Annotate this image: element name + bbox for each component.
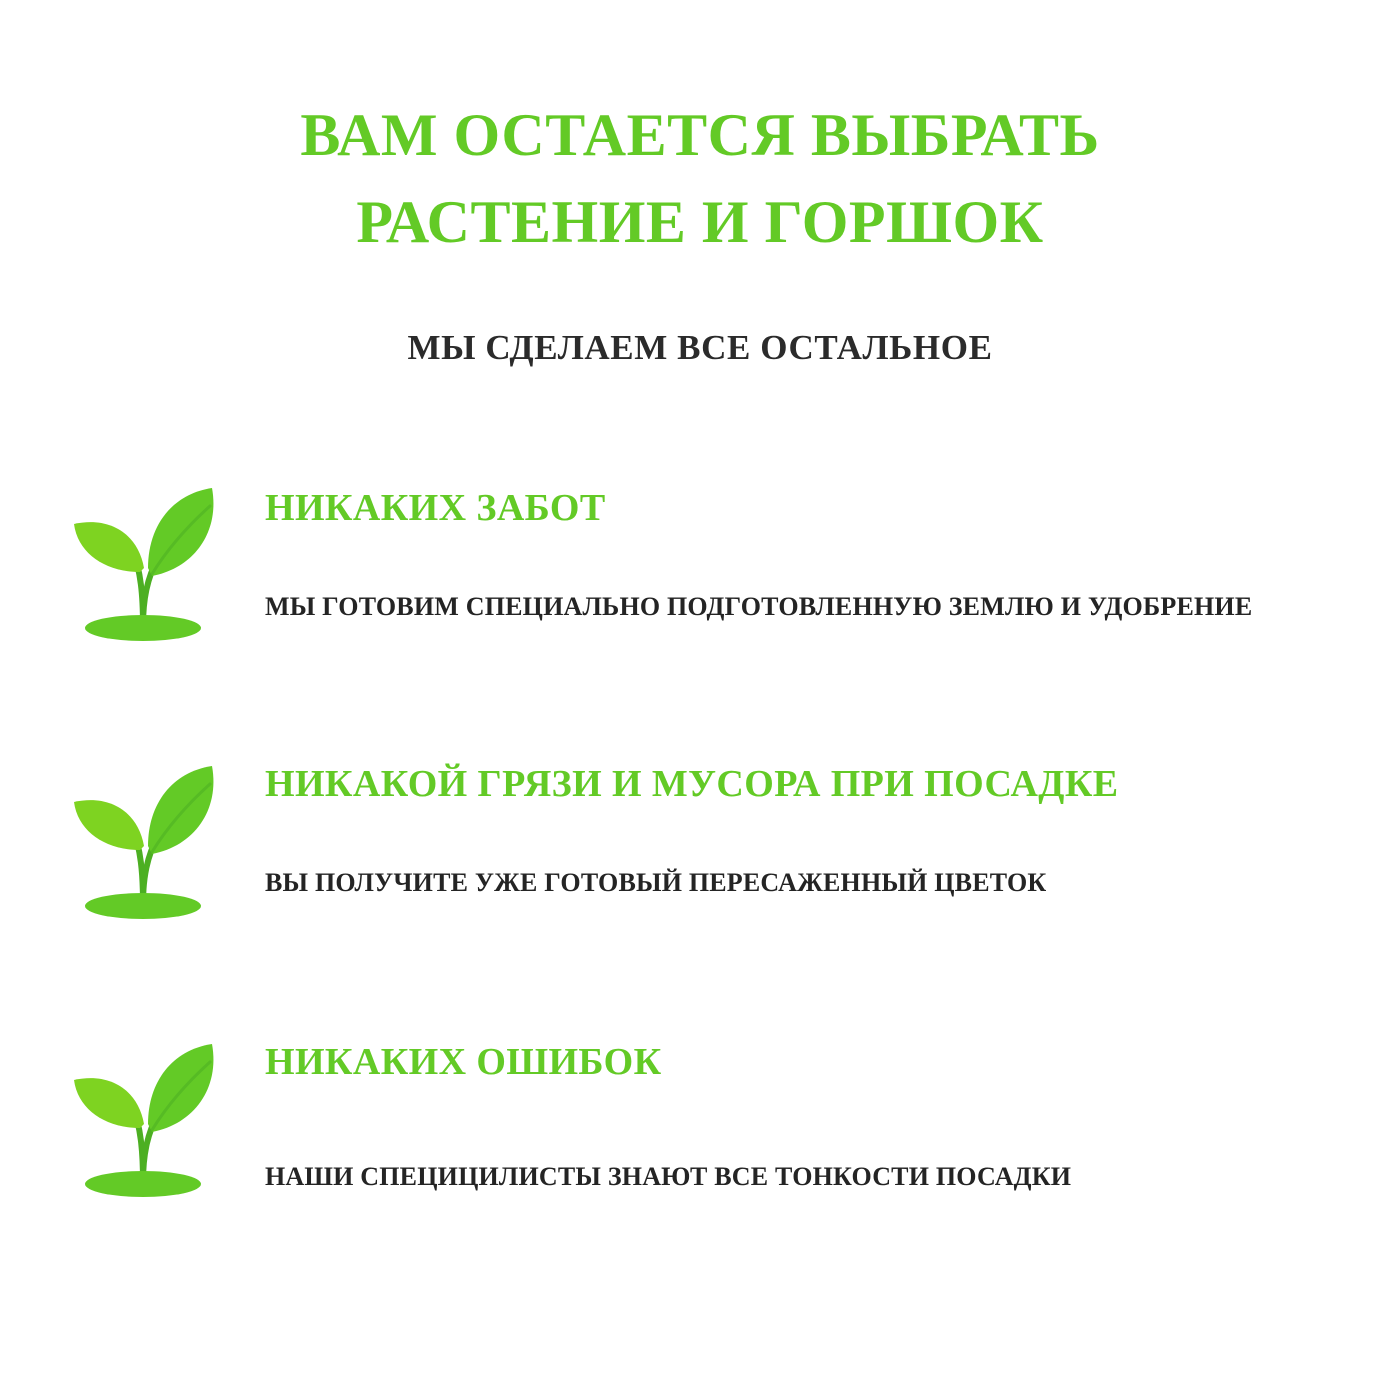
page-subtitle: МЫ СДЕЛАЕМ ВСЕ ОСТАЛЬНОЕ	[407, 328, 993, 367]
feature-text	[265, 468, 1400, 622]
page-title-line-2: РАСТЕНИЕ И ГОРШОК	[356, 189, 1044, 255]
sprout-icon	[48, 476, 238, 666]
feature-description: НАШИ СПЕЦИЦИЛИСТЫ ЗНАЮТ ВСЕ ТОНКОСТИ ПОСАДКИ	[265, 1162, 1072, 1191]
feature-text	[265, 746, 1400, 898]
page-title	[200, 92, 1200, 266]
sprout-icon	[48, 754, 238, 944]
feature-description: ВЫ ПОЛУЧИТЕ УЖЕ ГОТОВЫЙ ПЕРЕСАЖЕННЫЙ ЦВЕТОК	[265, 868, 1047, 897]
feature-description: МЫ ГОТОВИМ СПЕЦИАЛЬНО ПОДГОТОВЛЕННУЮ ЗЕМЛЮ И УДОБРЕНИЕ	[265, 592, 1253, 621]
page-header	[0, 0, 1400, 368]
feature-list	[0, 468, 1400, 1302]
feature-item	[0, 746, 1400, 1024]
sprout-icon	[48, 1032, 238, 1222]
feature-text	[265, 1024, 1400, 1192]
feature-item	[0, 1024, 1400, 1302]
feature-title: НИКАКОЙ ГРЯЗИ И МУСОРА ПРИ ПОСАДКЕ	[265, 763, 1119, 805]
feature-item	[0, 468, 1400, 746]
page-title-line-1: ВАМ ОСТАЕТСЯ ВЫБРАТЬ	[300, 102, 1100, 168]
feature-title: НИКАКИХ ЗАБОТ	[265, 487, 606, 529]
feature-title: НИКАКИХ ОШИБОК	[265, 1041, 662, 1083]
